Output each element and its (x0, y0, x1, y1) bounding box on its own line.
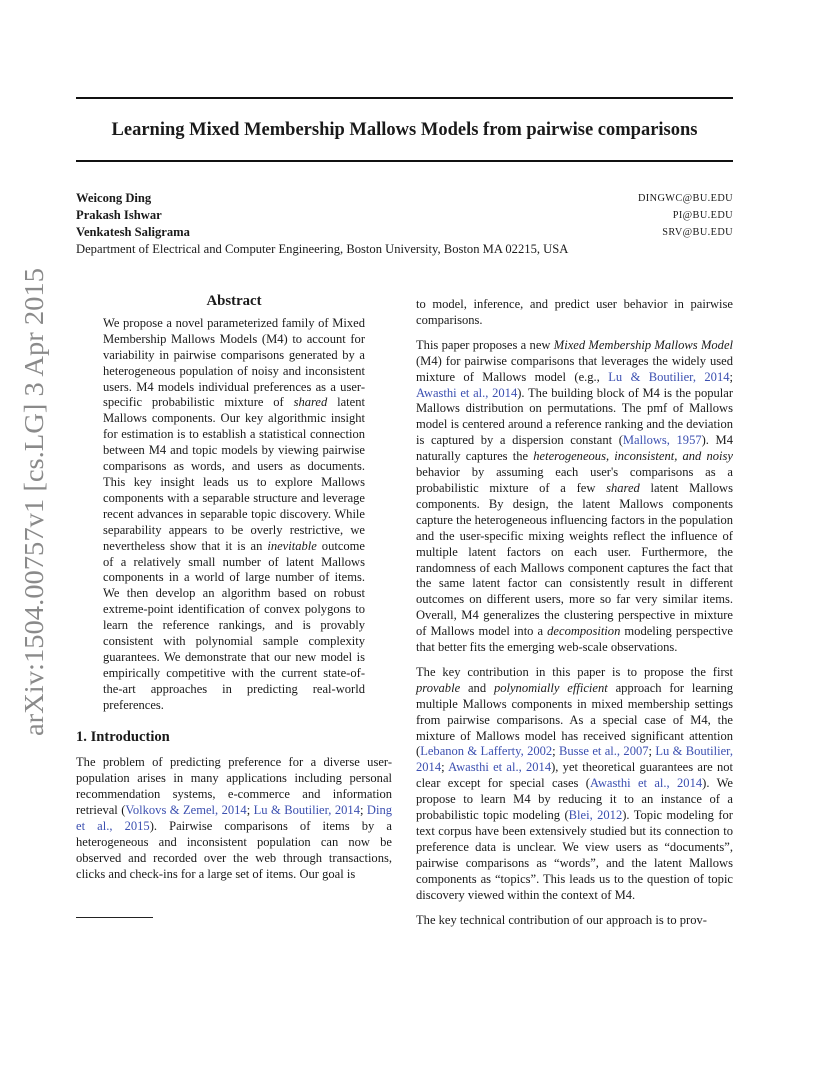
author-row (76, 224, 733, 241)
citation-link[interactable]: Lu & Boutilier, 2014 (416, 744, 733, 775)
citation-separator: ; (246, 803, 254, 818)
title-top-rule (76, 97, 733, 99)
arxiv-id-text: arXiv:1504.00757v1 [cs.LG] 3 Apr 2015 (18, 285, 49, 736)
body-paragraph (416, 338, 733, 656)
body-paragraph: to model, inference, and predict user behavior in pairwise comparisons. (416, 297, 733, 327)
right-column (416, 297, 733, 937)
body-text: The key contribution in this paper is to propose the first (416, 664, 733, 679)
arxiv-sidebar-svg (17, 266, 49, 736)
body-text: ). Topic modeling for text corpus have been extensively studied but its connection to preference data is unclear. We view users as “documents”, pairwise comparisons as “words”, and the latent Mallows components as “topics”. This leads us to the question of topic discovery viewed within the context of M4. (416, 808, 733, 902)
body-text: ). M4 naturally captures the (416, 433, 733, 464)
author-name: Prakash Ishwar (76, 208, 162, 222)
abstract-heading: Abstract (206, 293, 262, 309)
citation-link[interactable]: Awasthi et al., 2014 (448, 760, 552, 775)
author-email[interactable]: SRV@BU.EDU (662, 227, 733, 238)
body-text: (M4) for pairwise comparisons that leverages the widely used mixture of Mallows model (e.g., (416, 353, 733, 384)
body-text: approach for learning multiple Mallows components in mixed membership settings from pairwise comparisons. As a special case of M4, the mixture of Mallows model has received significant attention ( (416, 680, 733, 759)
citation-link[interactable]: Volkovs & Zemel, 2014 (125, 803, 247, 818)
citation-link[interactable]: Lu & Boutilier, 2014 (253, 803, 360, 818)
paper-title: Learning Mixed Membership Mallows Models from pairwise comparisons (111, 120, 698, 140)
author-name: Weicong Ding (76, 191, 152, 205)
citation-link[interactable]: Awasthi et al., 2014 (416, 385, 518, 400)
intro-text: ). Pairwise comparisons of items by a heterogeneous and inconsistent population can now be observed and recorded over the web through transactions, clicks and check-ins for a large set of items. Our goal is (76, 819, 392, 881)
body-emphasis: decomposition (547, 624, 621, 639)
abstract-text (103, 316, 365, 714)
author-row (76, 207, 733, 224)
citation-link[interactable]: Mallows, 1957 (622, 433, 702, 448)
body-emphasis: heterogeneous, inconsistent, and noisy (533, 449, 733, 464)
abstract-part: latent Mallows components. Our key algorithmic insight for estimation is to establish a statistical connection between M4 and topic models by viewing pairwise comparisons as words, and users as documents. This key insight leads us to explore Mallows components with a separable structure and leverage recent advances in separable topic discovery. While separability appears to be overly restrictive, we nevertheless show that it is an (103, 395, 365, 553)
citation-link[interactable]: Blei, 2012 (568, 808, 623, 823)
author-name: Venkatesh Saligrama (76, 225, 190, 239)
body-text: This paper proposes a new (416, 337, 554, 352)
citation-separator: ; (648, 744, 656, 759)
body-text: ). The building block of M4 is the popular Mallows distribution on permutations. The pmf of Mallows model is centered around a reference ranking and the deviation is captured by a dispersion constant ( (416, 385, 733, 448)
intro-paragraph (76, 755, 392, 882)
body-paragraph (416, 665, 733, 904)
body-emphasis: Mixed Membership Mallows Model (553, 337, 733, 352)
citation-link[interactable]: Awasthi et al., 2014 (589, 776, 703, 791)
citation-separator: ; (552, 744, 560, 759)
citation-separator: ; (441, 760, 449, 775)
abstract-emphasis: inevitable (267, 538, 317, 553)
citation-link[interactable]: Lebanon & Lafferty, 2002 (420, 744, 553, 759)
body-text: latent Mallows components. By design, the latent Mallows components capture the heterogeneous influencing factors in the population and the user-specific mixing weights reflect the influence of multiple latent factors on each user. Furthermore, the randomness of each Mallows component captures the fact that the same latent factor can consistently result in different outcomes on different users, more so far very similar items. Overall, M4 generalizes the clustering perspective in mixture of Mallows model into a (416, 480, 734, 639)
body-text: behavior by assuming each user's comparisons as a probabilistic mixture of a few (416, 465, 733, 495)
author-block (76, 190, 733, 258)
author-row (76, 190, 733, 207)
body-emphasis: shared (606, 480, 640, 495)
footnote-rule (76, 917, 153, 918)
body-emphasis: provable (416, 680, 461, 695)
citation-link[interactable]: Lu & Boutilier, 2014 (608, 369, 730, 384)
body-text: ), yet theoretical guarantees are not clear except for special cases ( (416, 760, 733, 791)
body-text: modeling perspective that better fits the emerging web-scale observations. (416, 624, 734, 655)
section-heading-introduction: 1. Introduction (76, 728, 170, 745)
body-text: and (460, 680, 494, 695)
citation-link[interactable]: Ding et al., 2015 (76, 803, 393, 834)
body-text: ). We propose to learn M4 by reducing it to an instance of a probabilistic topic modeling ( (416, 776, 733, 823)
author-email[interactable]: DINGWC@BU.EDU (637, 193, 733, 204)
author-email[interactable]: PI@BU.EDU (672, 210, 733, 221)
abstract-emphasis: shared (293, 395, 328, 410)
left-column (76, 294, 392, 892)
abstract-part: outcome of a relatively small number of latent Mallows components in a world of large number of items. We then develop an algorithm based on robust extreme-point identification of convex polygons to learn the reference rankings, and is provably consistent with polynomial sample complexity guarantees. We demonstrate that our new model is empirically competitive with the current state-of-the-art approaches in predicting real-world preferences. (103, 538, 366, 712)
arxiv-sidebar-id (17, 266, 49, 736)
abstract-part: We propose a novel parameterized family of Mixed Membership Mallows Models (M4) to account for variability in pairwise comparisons generated by a heterogeneous population of noisy and inconsistent users. M4 models individual preferences as a user-specific probabilistic mixture of (103, 315, 365, 410)
body-paragraph: The key technical contribution of our approach is to prov- (416, 912, 707, 927)
affiliation: Department of Electrical and Computer Engineering, Boston University, Boston MA 02215, USA (76, 242, 569, 256)
citation-link[interactable]: Busse et al., 2007 (559, 744, 649, 759)
body-emphasis: polynomially efficient (493, 680, 608, 695)
citation-separator: ; (729, 369, 733, 384)
title-bottom-rule (76, 160, 733, 162)
citation-separator: ; (359, 803, 367, 818)
intro-text: The problem of predicting preference for a diverse user-population arises in many applications including personal recommendation systems, e-commerce and information retrieval ( (76, 755, 392, 818)
